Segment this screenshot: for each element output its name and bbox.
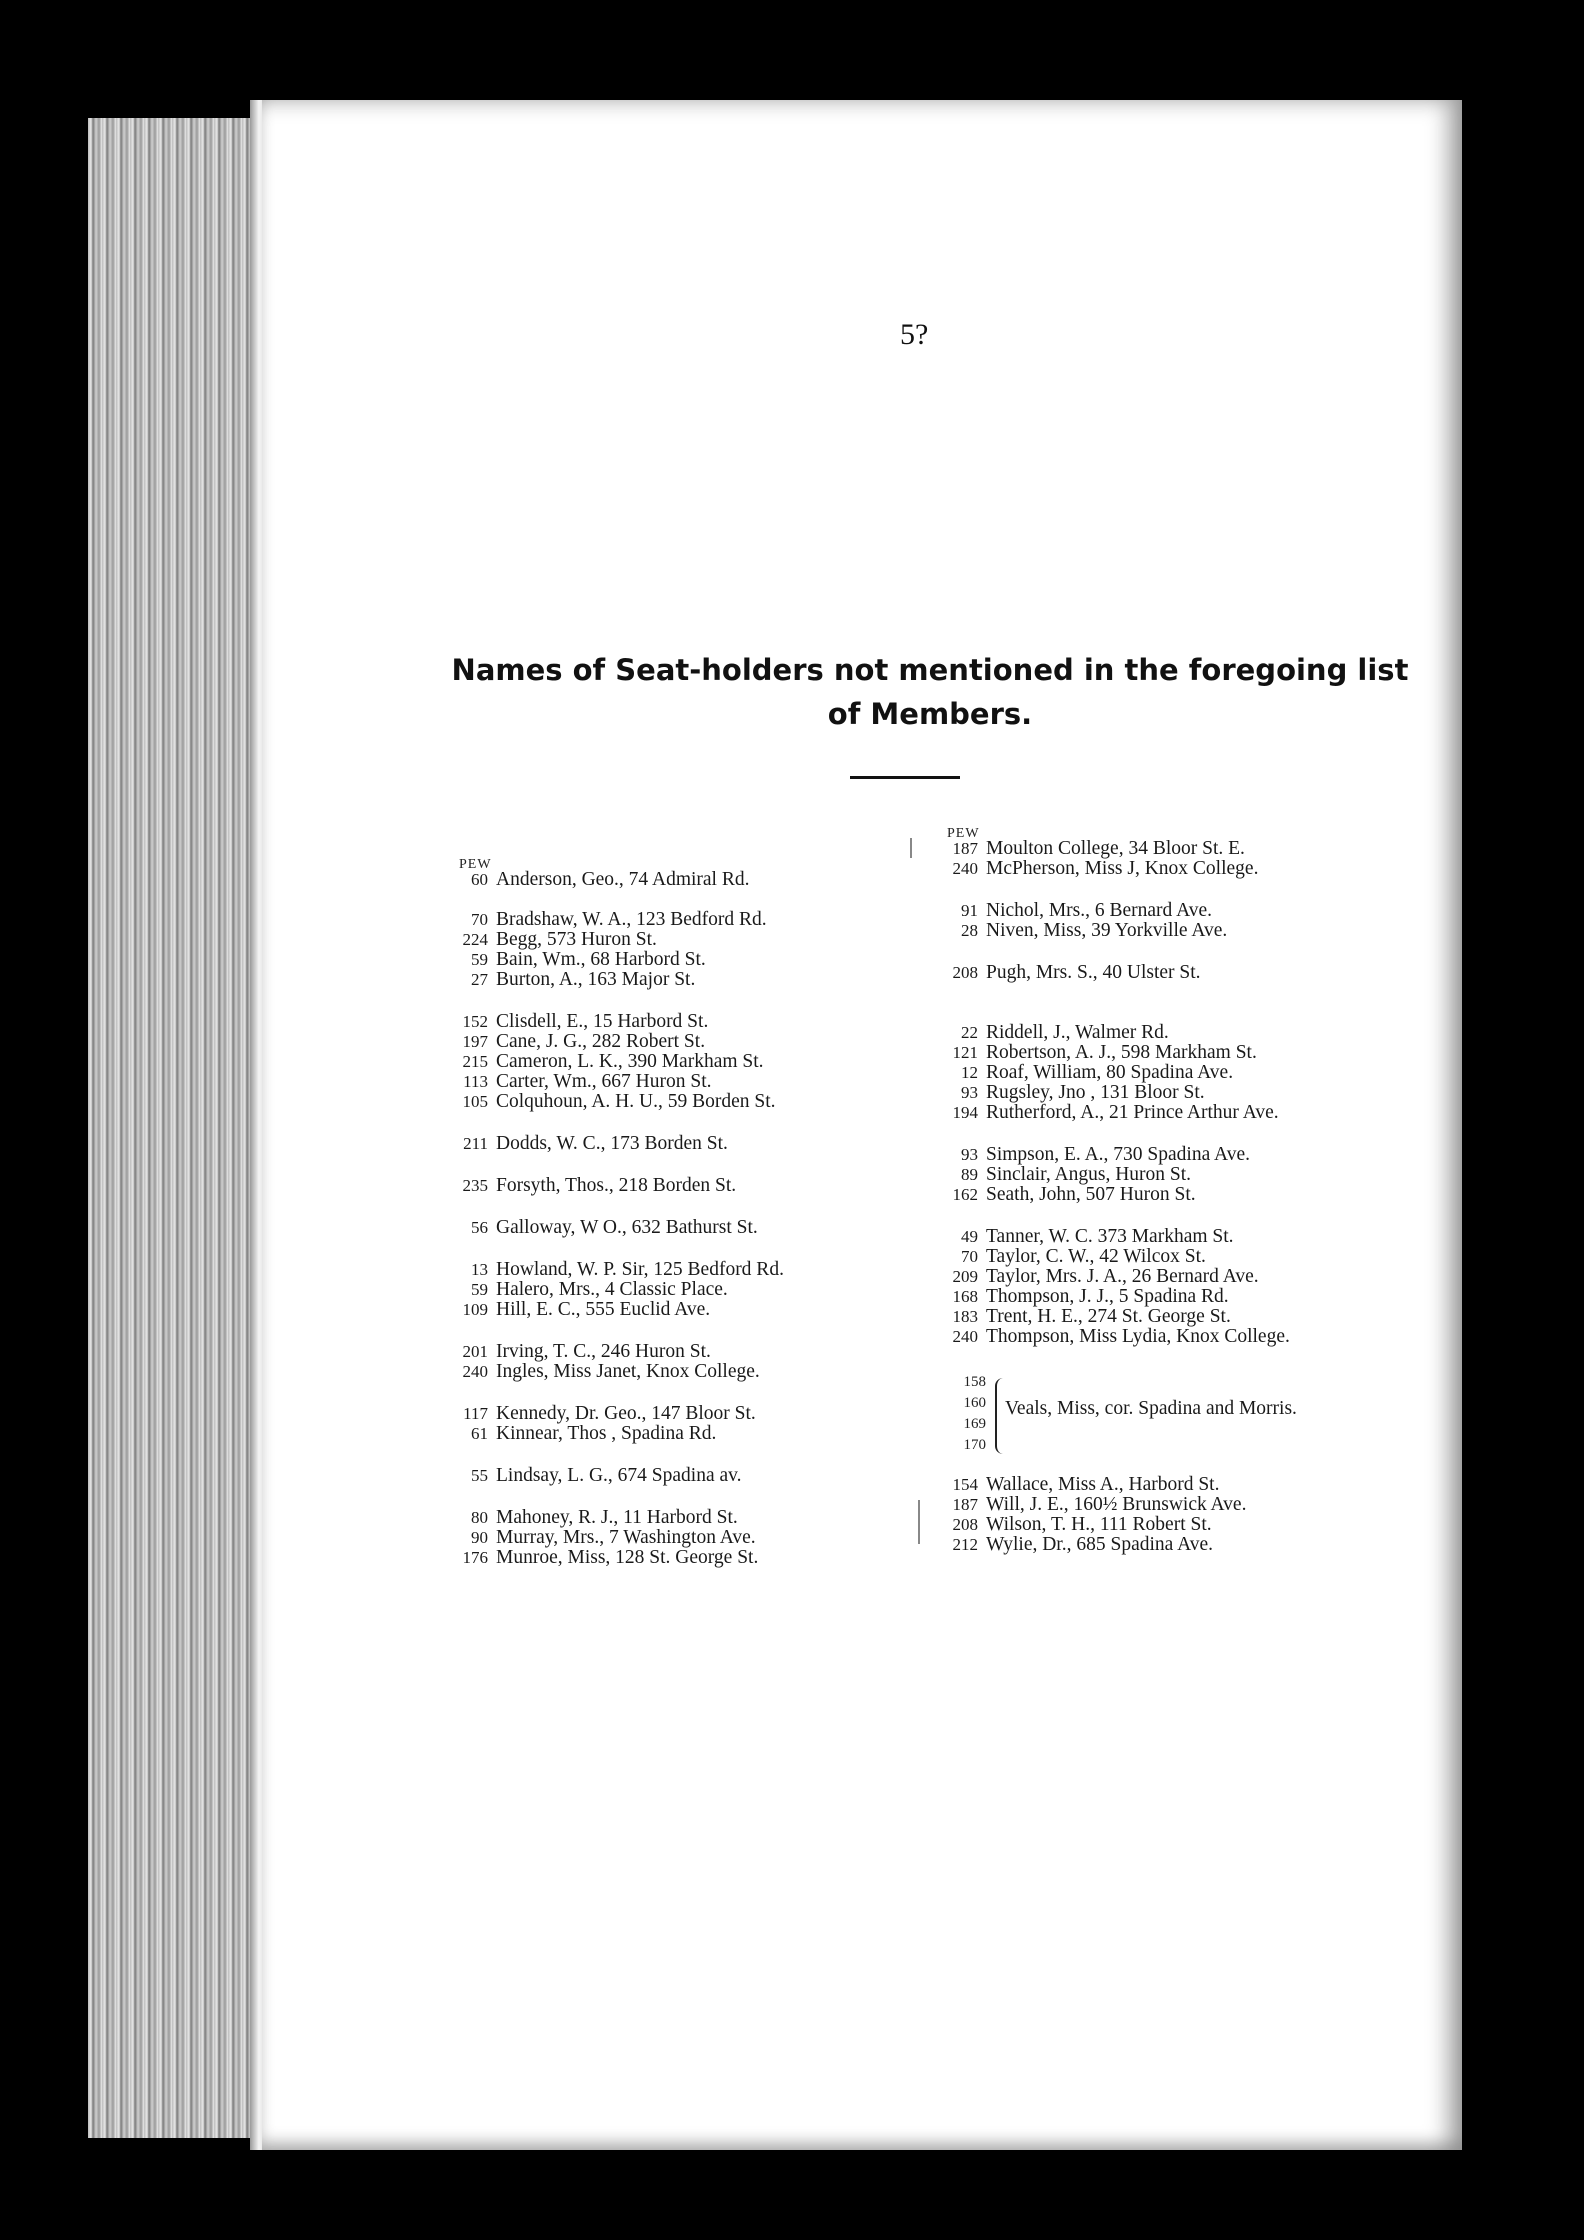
grouped-pew: 160 bbox=[963, 1395, 986, 1411]
pew-number: 183 bbox=[952, 1307, 978, 1326]
seat-holder-name: Cane, J. G., 282 Robert St. bbox=[496, 1031, 706, 1052]
pew-number: 70 bbox=[961, 1247, 978, 1266]
page-number: 5? bbox=[900, 318, 929, 351]
seat-holder-name: Rugsley, Jno , 131 Bloor St. bbox=[986, 1082, 1205, 1103]
pew-number: 187 bbox=[952, 1495, 978, 1514]
pew-number: 152 bbox=[462, 1012, 488, 1031]
seat-holder-name: Seath, John, 507 Huron St. bbox=[986, 1184, 1196, 1205]
seat-holder-name: Murray, Mrs., 7 Washington Ave. bbox=[496, 1527, 756, 1548]
seat-holder-entry bbox=[942, 1144, 1250, 1166]
seat-holder-entry bbox=[452, 1547, 758, 1569]
seat-holder-entry bbox=[452, 1217, 758, 1239]
pew-number: 121 bbox=[952, 1043, 978, 1062]
seat-holder-entry bbox=[452, 1091, 776, 1113]
grouped-pew: 169 bbox=[963, 1416, 986, 1432]
seat-holder-entry bbox=[942, 1474, 1219, 1496]
seat-holder-name: Roaf, William, 80 Spadina Ave. bbox=[986, 1062, 1234, 1083]
seat-holder-name: Bain, Wm., 68 Harbord St. bbox=[496, 949, 706, 970]
seat-holder-name: Ingles, Miss Janet, Knox College. bbox=[496, 1361, 760, 1382]
seat-holder-name: McPherson, Miss J, Knox College. bbox=[986, 858, 1259, 879]
seat-holder-name: Galloway, W O., 632 Bathurst St. bbox=[496, 1217, 758, 1238]
seat-holder-name: Howland, W. P. Sir, 125 Bedford Rd. bbox=[496, 1259, 784, 1280]
pew-number: 93 bbox=[961, 1083, 978, 1102]
seat-holder-entry bbox=[452, 1071, 712, 1093]
grouped-entry-text: Veals, Miss, cor. Spadina and Morris. bbox=[1005, 1398, 1297, 1419]
seat-holder-entry bbox=[452, 1341, 711, 1363]
seat-holder-name: Robertson, A. J., 598 Markham St. bbox=[986, 1042, 1257, 1063]
seat-holder-name: Lindsay, L. G., 674 Spadina av. bbox=[496, 1465, 742, 1486]
pew-number: 211 bbox=[463, 1134, 488, 1153]
pew-number: 28 bbox=[961, 921, 978, 940]
seat-holder-entry bbox=[942, 1246, 1206, 1268]
pew-number: 117 bbox=[463, 1404, 488, 1423]
seat-holder-name: Wylie, Dr., 685 Spadina Ave. bbox=[986, 1534, 1214, 1555]
document-page bbox=[262, 100, 1462, 2150]
pew-number: 80 bbox=[471, 1508, 488, 1527]
seat-holder-entry bbox=[942, 1082, 1205, 1104]
seat-holder-entry bbox=[452, 1403, 756, 1425]
seat-holder-name: Tanner, W. C. 373 Markham St. bbox=[986, 1226, 1234, 1247]
seat-holder-entry bbox=[942, 1226, 1234, 1248]
seat-holder-name: Cameron, L. K., 390 Markham St. bbox=[496, 1051, 764, 1072]
seat-holder-entry bbox=[942, 1184, 1196, 1206]
seat-holder-name: Thompson, J. J., 5 Spadina Rd. bbox=[986, 1286, 1229, 1307]
pew-number: 89 bbox=[961, 1165, 978, 1184]
seat-holder-name: Niven, Miss, 39 Yorkville Ave. bbox=[986, 920, 1228, 941]
pew-number: 22 bbox=[961, 1023, 978, 1042]
heading-line-1: Names of Seat-holders not mentioned in the foregoing list bbox=[451, 653, 1409, 687]
pew-number: 235 bbox=[462, 1176, 488, 1195]
pew-number: 240 bbox=[462, 1362, 488, 1381]
seat-holder-name: Thompson, Miss Lydia, Knox College. bbox=[986, 1326, 1290, 1347]
seat-holder-name: Pugh, Mrs. S., 40 Ulster St. bbox=[986, 962, 1201, 983]
pew-number: 176 bbox=[462, 1548, 488, 1567]
seat-holder-entry bbox=[942, 1494, 1246, 1516]
pew-number: 93 bbox=[961, 1145, 978, 1164]
seat-holder-entry bbox=[452, 1175, 736, 1197]
pew-number: 59 bbox=[471, 1280, 488, 1299]
seat-holder-name: Burton, A., 163 Major St. bbox=[496, 969, 696, 990]
seat-holder-entry bbox=[942, 1266, 1259, 1288]
seat-holder-name: Forsyth, Thos., 218 Borden St. bbox=[496, 1175, 737, 1196]
seat-holder-entry bbox=[452, 1361, 760, 1383]
column-divider-mark bbox=[918, 1500, 920, 1544]
right-pew-label: PEW bbox=[947, 826, 980, 841]
grouped-pew: 170 bbox=[963, 1437, 986, 1453]
seat-holder-name: Simpson, E. A., 730 Spadina Ave. bbox=[986, 1144, 1250, 1165]
seat-holder-name: Rutherford, A., 21 Prince Arthur Ave. bbox=[986, 1102, 1279, 1123]
pew-number: 208 bbox=[952, 963, 978, 982]
left-pew-label: PEW bbox=[459, 857, 492, 872]
pew-number: 201 bbox=[462, 1342, 488, 1361]
grouped-pew: 158 bbox=[963, 1374, 986, 1390]
seat-holder-entry bbox=[452, 909, 767, 931]
seat-holder-entry bbox=[942, 1326, 1290, 1348]
pew-number: 61 bbox=[471, 1424, 488, 1443]
seat-holder-entry bbox=[452, 1051, 764, 1073]
seat-holder-name: Riddell, J., Walmer Rd. bbox=[986, 1022, 1169, 1043]
seat-holder-name: Wilson, T. H., 111 Robert St. bbox=[986, 1514, 1212, 1535]
seat-holder-name: Moulton College, 34 Bloor St. E. bbox=[986, 838, 1245, 859]
seat-holder-name: Bradshaw, W. A., 123 Bedford Rd. bbox=[496, 909, 767, 930]
pew-number: 168 bbox=[952, 1287, 978, 1306]
seat-holder-name: Nichol, Mrs., 6 Bernard Ave. bbox=[986, 900, 1213, 921]
seat-holder-entry bbox=[452, 1259, 784, 1281]
seat-holder-name: Kennedy, Dr. Geo., 147 Bloor St. bbox=[496, 1403, 756, 1424]
seat-holder-name: Clisdell, E., 15 Harbord St. bbox=[496, 1011, 709, 1032]
pew-number: 13 bbox=[471, 1260, 488, 1279]
seat-holder-name: Munroe, Miss, 128 St. George St. bbox=[496, 1547, 759, 1568]
seat-holder-name: Dodds, W. C., 173 Borden St. bbox=[496, 1133, 728, 1154]
seat-holder-entry bbox=[942, 920, 1227, 942]
seat-holder-entry bbox=[942, 900, 1212, 922]
seat-holder-name: Colquhoun, A. H. U., 59 Borden St. bbox=[496, 1091, 776, 1112]
seat-holder-entry bbox=[452, 1527, 756, 1549]
pew-number: 154 bbox=[952, 1475, 978, 1494]
pew-number: 197 bbox=[462, 1032, 488, 1051]
seat-holder-entry bbox=[942, 1062, 1233, 1084]
seat-holder-name: Taylor, Mrs. J. A., 26 Bernard Ave. bbox=[986, 1266, 1259, 1287]
seat-holder-entry bbox=[452, 1011, 708, 1033]
pew-number: 212 bbox=[952, 1535, 978, 1554]
pew-number: 60 bbox=[471, 870, 488, 889]
seat-holder-entry bbox=[942, 1042, 1257, 1064]
seat-holder-entry bbox=[452, 969, 695, 991]
pew-number: 55 bbox=[471, 1466, 488, 1485]
pew-number: 59 bbox=[471, 950, 488, 969]
pew-number: 70 bbox=[471, 910, 488, 929]
seat-holder-entry bbox=[942, 1514, 1212, 1536]
seat-holder-name: Sinclair, Angus, Huron St. bbox=[986, 1164, 1192, 1185]
seat-holder-entry bbox=[942, 858, 1258, 880]
seat-holder-entry bbox=[942, 962, 1201, 984]
seat-holder-entry bbox=[942, 1102, 1279, 1124]
seat-holder-name: Trent, H. E., 274 St. George St. bbox=[986, 1306, 1231, 1327]
pew-number: 240 bbox=[952, 1327, 978, 1346]
seat-holder-entry bbox=[452, 1507, 738, 1529]
pew-number: 91 bbox=[961, 901, 978, 920]
pew-number: 105 bbox=[462, 1092, 488, 1111]
pew-number: 49 bbox=[961, 1227, 978, 1246]
pew-number: 194 bbox=[952, 1103, 978, 1122]
seat-holder-entry bbox=[452, 1465, 742, 1487]
seat-holder-entry bbox=[452, 1299, 710, 1321]
pew-number: 224 bbox=[462, 930, 488, 949]
pew-number: 209 bbox=[952, 1267, 978, 1286]
seat-holder-entry bbox=[942, 1306, 1231, 1328]
seat-holder-entry bbox=[452, 869, 749, 891]
pew-number: 187 bbox=[952, 839, 978, 858]
seat-holder-name: Halero, Mrs., 4 Classic Place. bbox=[496, 1279, 728, 1300]
column-divider-mark bbox=[910, 838, 912, 858]
seat-holder-name: Anderson, Geo., 74 Admiral Rd. bbox=[496, 869, 750, 890]
seat-holder-name: Irving, T. C., 246 Huron St. bbox=[496, 1341, 711, 1362]
seat-holder-entry bbox=[942, 1164, 1191, 1186]
seat-holder-entry bbox=[942, 1286, 1229, 1308]
seat-holder-entry bbox=[452, 1423, 716, 1445]
seat-holder-name: Kinnear, Thos , Spadina Rd. bbox=[496, 1423, 717, 1444]
seat-holder-name: Carter, Wm., 667 Huron St. bbox=[496, 1071, 712, 1092]
pew-number: 208 bbox=[952, 1515, 978, 1534]
seat-holder-entry bbox=[452, 949, 706, 971]
seat-holder-entry bbox=[942, 1022, 1169, 1044]
grouped-pew-numbers bbox=[950, 1372, 986, 1456]
book-spine-edges bbox=[88, 118, 268, 2138]
seat-holder-entry bbox=[452, 1133, 728, 1155]
seat-holder-name: Mahoney, R. J., 11 Harbord St. bbox=[496, 1507, 738, 1528]
page-heading bbox=[450, 648, 1410, 736]
pew-number: 162 bbox=[952, 1185, 978, 1204]
heading-line-2: of Members. bbox=[827, 697, 1033, 731]
pew-number: 12 bbox=[961, 1063, 978, 1082]
pew-number: 109 bbox=[462, 1300, 488, 1319]
seat-holder-entry bbox=[942, 838, 1245, 860]
seat-holder-name: Taylor, C. W., 42 Wilcox St. bbox=[986, 1246, 1206, 1267]
pew-number: 215 bbox=[462, 1052, 488, 1071]
pew-number: 27 bbox=[471, 970, 488, 989]
seat-holder-name: Hill, E. C., 555 Euclid Ave. bbox=[496, 1299, 711, 1320]
seat-holder-entry bbox=[452, 929, 657, 951]
seat-holder-entry bbox=[452, 1031, 705, 1053]
seat-holder-entry bbox=[452, 1279, 728, 1301]
seat-holder-name: Will, J. E., 160½ Brunswick Ave. bbox=[986, 1494, 1247, 1515]
seat-holder-name: Wallace, Miss A., Harbord St. bbox=[986, 1474, 1220, 1495]
heading-rule bbox=[850, 776, 960, 779]
pew-number: 240 bbox=[952, 859, 978, 878]
pew-number: 56 bbox=[471, 1218, 488, 1237]
seat-holder-entry bbox=[942, 1534, 1213, 1556]
seat-holder-name: Begg, 573 Huron St. bbox=[496, 929, 657, 950]
pew-number: 113 bbox=[463, 1072, 488, 1091]
pew-number: 90 bbox=[471, 1528, 488, 1547]
